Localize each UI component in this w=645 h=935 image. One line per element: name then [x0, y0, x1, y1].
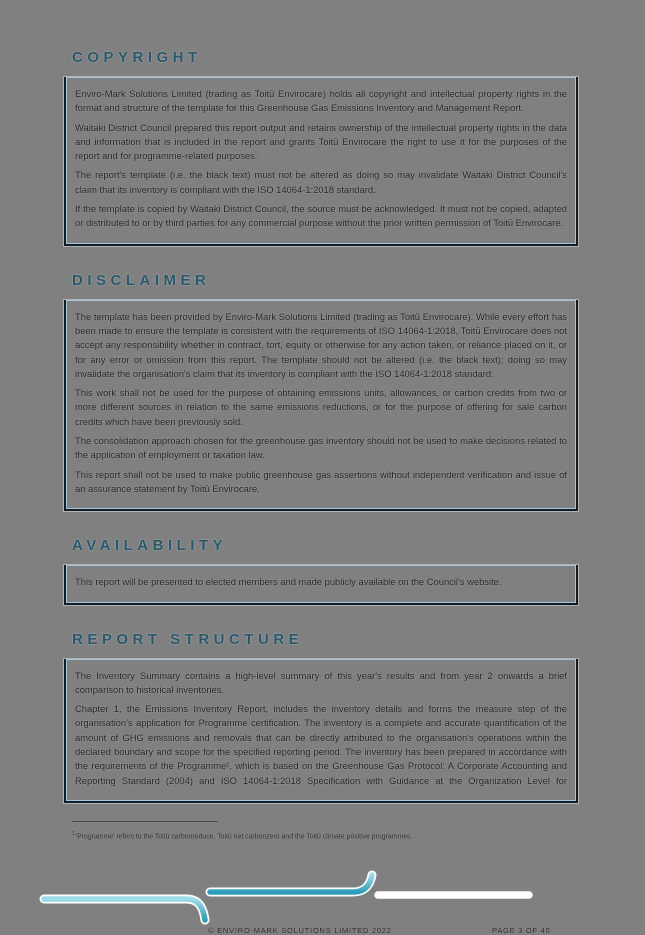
report-structure-box	[64, 659, 578, 803]
disclaimer-paragraph: The consolidation approach chosen for the greenhouse gas inventory should not be used to make decisions related to the application of employment or taxation law.	[75, 435, 567, 461]
swoosh-middle-icon	[210, 875, 372, 892]
disclaimer-paragraph: This report shall not be used to make public greenhouse gas assertions without independent verification and issue of an assurance statement by Toitū Envirocare.	[75, 468, 567, 494]
disclaimer-heading: DISCLAIMER	[72, 271, 211, 289]
footnote-separator	[72, 821, 218, 822]
copyright-paragraph: The report's template (i.e. the black text) must not be altered as doing so may invalidate Waitaki District Council's claim that its inventory is compliant with the ISO 14064-1:2018 standard.	[75, 169, 567, 195]
report-structure-paragraph: The Inventory Summary contains a high-level summary of this year's results and from year 2 onwards a brief comparison to historical inventories.	[75, 669, 567, 695]
section-report-structure	[64, 631, 578, 803]
copyright-paragraph: Enviro-Mark Solutions Limited (trading as Toitū Envirocare) holds all copyright and intellectual property rights in the format and structure of the template for this Greenhouse Gas Emissions Inventory and Management Report.	[75, 88, 567, 114]
section-disclaimer	[64, 272, 578, 512]
report-structure-paragraph: Chapter 1, the Emissions Inventory Report, includes the inventory details and forms the measure step of the organisation's application for Programme certification. The inventory is a complete and accurate quantification of the amount of GHG emissions and removals that can be directly attributed to the organisation's operations within the declared boundary and scope for the specified reporting period. The inventory has been prepared in accordance with the requirements of the Programme¹, which is based on the Greenhouse Gas Protocol: A Corporate Accounting and Reporting Standard (2004) and ISO 14064-1:2018 Specification with Guidance at the Organization Level for	[75, 703, 567, 786]
section-availability	[64, 537, 578, 604]
footnote-text: 'Programme' refers to the Toitū carbonreduce, Toitū net carbonzero and the Toitū climate positive programmes.	[75, 833, 413, 841]
disclaimer-paragraph: The template has been provided by Enviro-Mark Solutions Limited (trading as Toitū Envirocare). While every effort has been made to ensure the template is consistent with the requirements of ISO 14064-1:2018, Toitū Envirocare does not accept any responsibility whether in contract, tort, equity or otherwise for any action taken, or reliance placed on it, or for any error or omission from this report. The template should not be altered (i.e. the black text); doing so may invalidate the organisation's claim that its inventory is compliant with the ISO 14064-1:2018 standard.	[75, 310, 567, 379]
page-content	[64, 49, 578, 829]
footer-swoosh-graphic	[0, 868, 645, 930]
copyright-paragraph: Waitaki District Council prepared this report output and retains ownership of the intellectual property rights in the data and information that is included in the report and grants Toitū Envirocare the right to use it for the purposes of the report and for programme-related purposes.	[75, 121, 567, 162]
copyright-heading: COPYRIGHT	[72, 49, 202, 66]
availability-heading: AVAILABILITY	[72, 537, 228, 555]
footer-page-number: PAGE 3 OF 40	[492, 926, 551, 935]
footer-copyright-text: © ENVIRO-MARK SOLUTIONS LIMITED 2022	[208, 926, 392, 935]
copyright-paragraph: If the template is copied by Waitaki District Council, the source must be acknowledged. It must not be copied, adapted or distributed to or by third parties for any commercial purpose without the prior written permission of Toitū Envirocare.	[75, 203, 567, 229]
report-structure-heading: REPORT STRUCTURE	[72, 630, 304, 648]
availability-paragraph: This report will be presented to elected members and made publicly available on the Council's website.	[75, 576, 502, 588]
swoosh-left-icon	[44, 899, 205, 920]
footnote	[72, 830, 570, 841]
availability-box	[64, 565, 578, 604]
disclaimer-box	[64, 300, 578, 512]
section-copyright	[64, 49, 578, 246]
copyright-box	[64, 77, 578, 246]
disclaimer-paragraph: This work shall not be used for the purpose of obtaining emissions units, allowances, or carbon credits from two or more different sources in relation to the same emissions reductions, or for the purpose of offering for sale carbon credits which have been previously sold.	[75, 387, 567, 427]
footnote-marker: 1	[72, 831, 75, 837]
